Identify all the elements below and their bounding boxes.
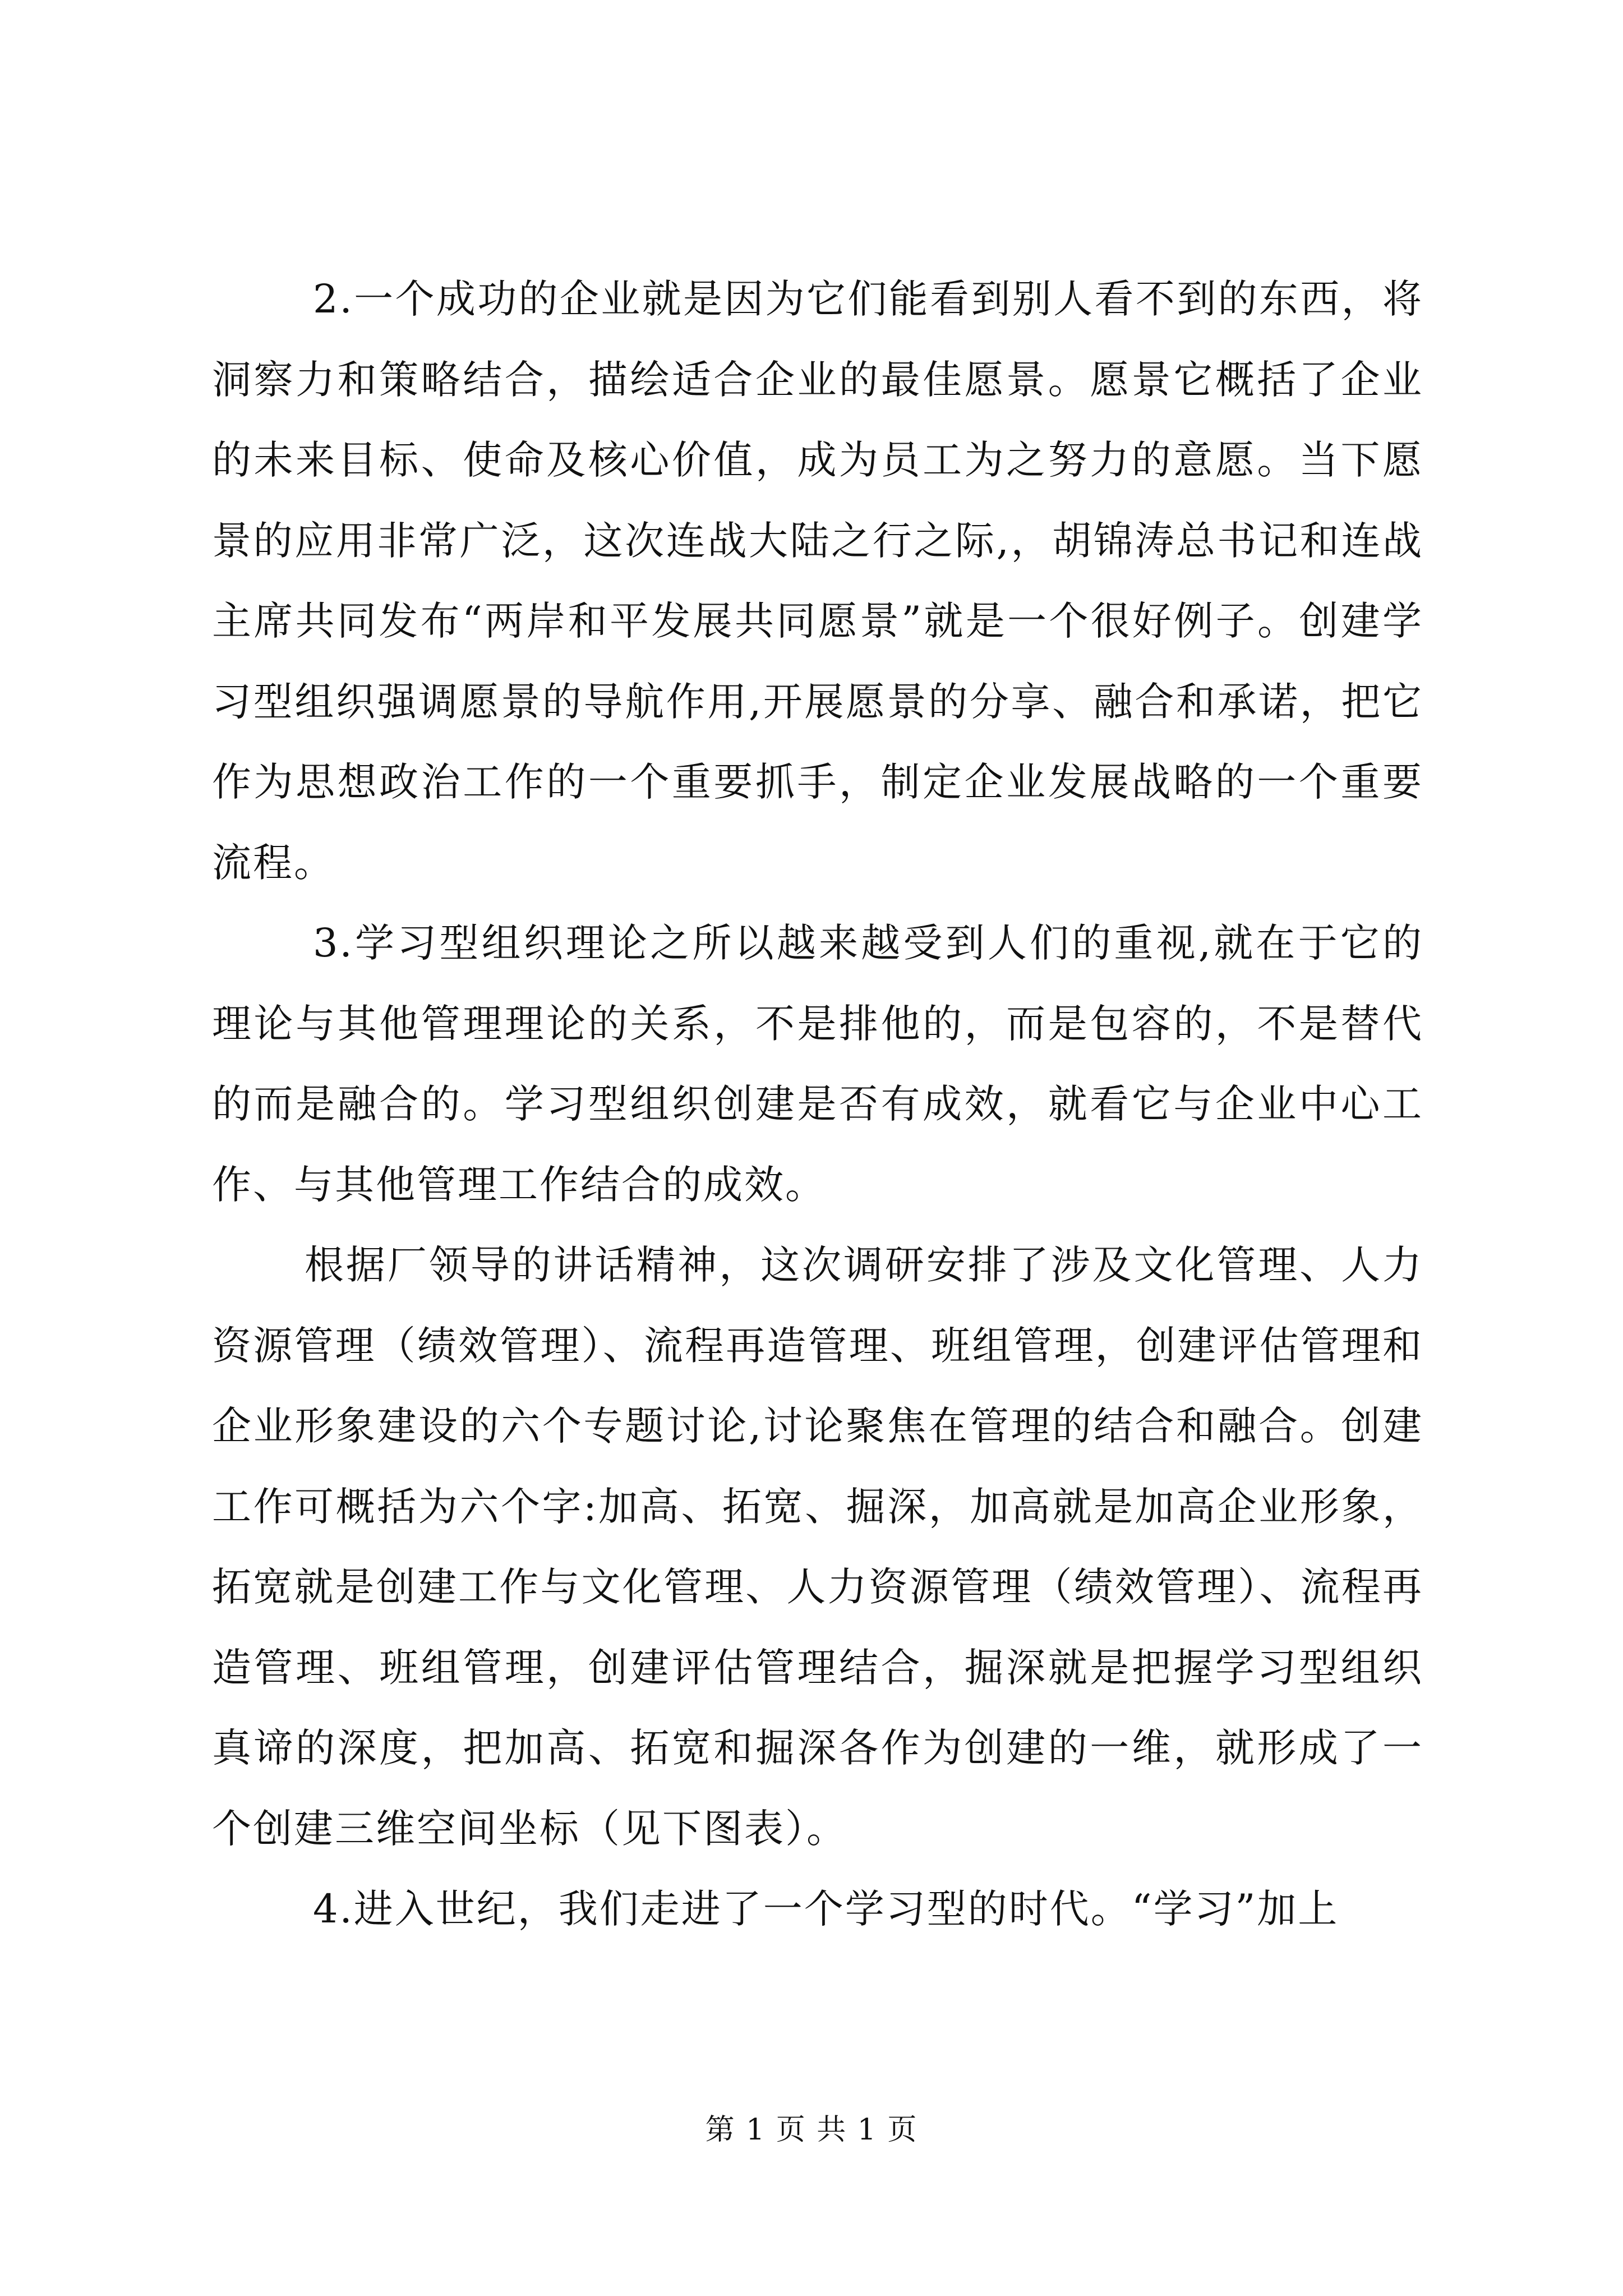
paragraph-3: 3.学习型组织理论之所以越来越受到人们的重视,就在于它的理论与其他管理理论的关系，不是排他的，而是包容的，不是替代的而是融合的。学习型组织创建是否有成效，就看它与企业中心工作、与其他管理工作结合的成效。 bbox=[212, 920, 1423, 1208]
paragraph-2: 2.一个成功的企业就是因为它们能看到别人看不到的东西，将洞察力和策略结合，描绘适合企业的最佳愿景。愿景它概括了企业的未来目标、使命及核心价值，成为员工为之努力的意愿。当下愿景的应用非常广泛，这次连战大陆之行之际,，胡锦涛总书记和连战主席共同发布“两岸和平发展共同愿景”就是一个很好例子。创建学习型组织强调愿景的导航作用,开展愿景的分享、融合和承诺，把它作为思想政治工作的一个重要抓手，制定企业发展战略的一个重要流程。 bbox=[212, 276, 1423, 886]
page-footer: 第 1 页 共 1 页 bbox=[705, 2113, 918, 2147]
paragraph-research: 根据厂领导的讲话精神，这次调研安排了涉及文化管理、人力资源管理（绩效管理）、流程再造管理、班组管理，创建评估管理和企业形象建设的六个专题讨论,讨论聚焦在管理的结合和融合。创建工作可概括为六个字:加高、拓宽、掘深，加高就是加高企业形象，拓宽就是创建工作与文化管理、人力资源管理（绩效管理）、流程再造管理、班组管理，创建评估管理结合，掘深就是把握学习型组织真谛的深度，把加高、拓宽和掘深各作为创建的一维，就形成了一个创建三维空间坐标（见下图表）。 bbox=[212, 1242, 1423, 1852]
paragraph-4: 4.进入世纪，我们走进了一个学习型的时代。“学习”加上 bbox=[313, 1886, 1339, 1932]
document-body bbox=[212, 259, 1423, 1950]
